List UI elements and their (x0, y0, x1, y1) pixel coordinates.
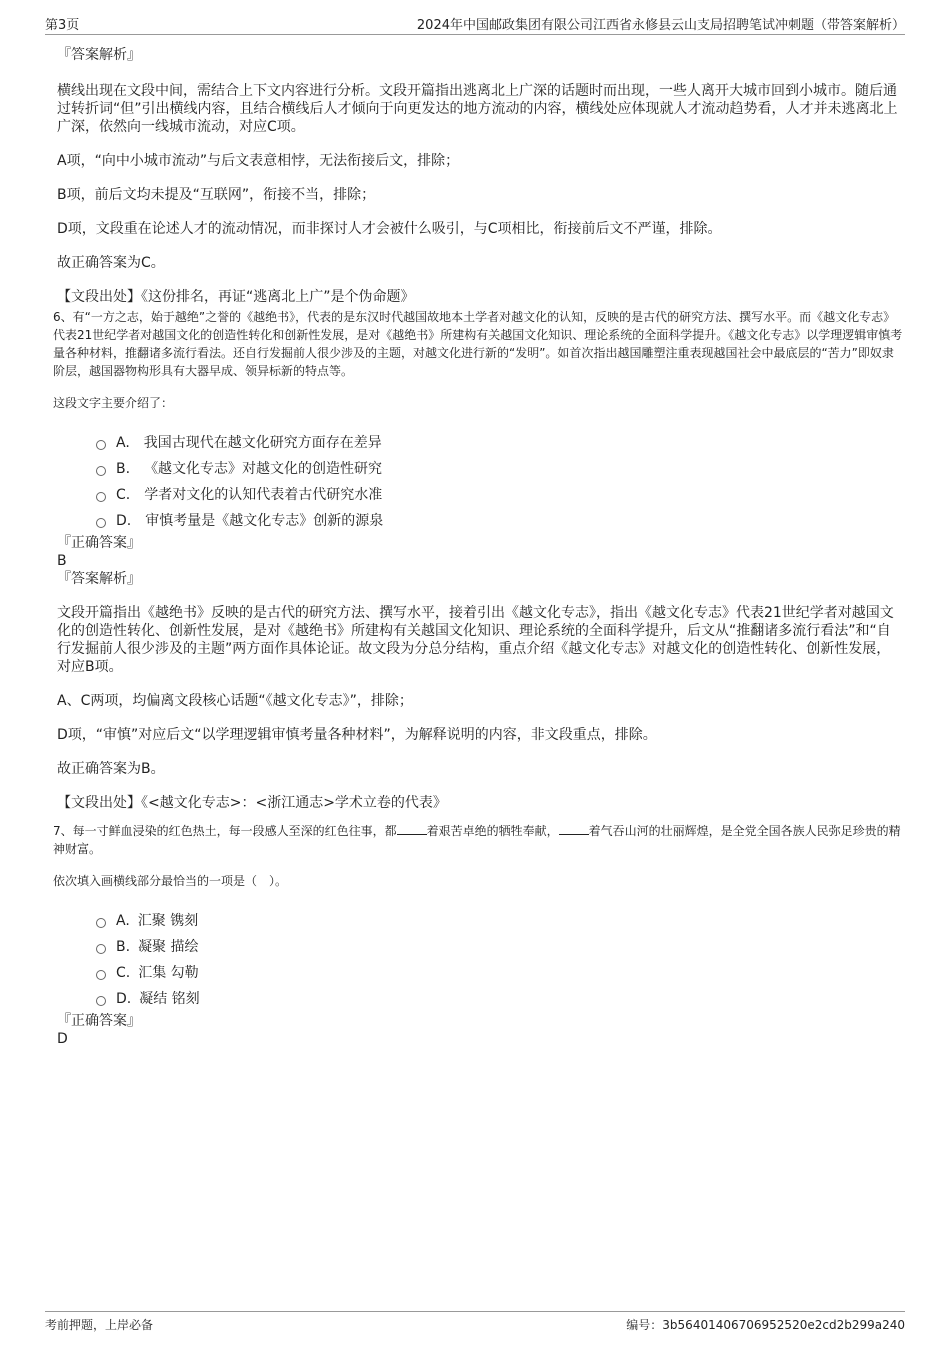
q7-answer: D (57, 1031, 68, 1047)
page-footer (45, 1311, 905, 1340)
q7-option-b[interactable]: B. 凝聚 描绘 (96, 934, 903, 960)
radio-icon[interactable] (96, 970, 106, 980)
q7-stem: 7、每一寸鲜血浸染的红色热土，每一段感人至深的红色往事，都 着艰苦卓绝的牺牲奉献， 着气吞山河的壮丽辉煌，是全党全国各族人民弥足珍贵的精神财富。 (53, 824, 901, 856)
radio-icon[interactable] (96, 918, 106, 928)
q5-analysis-p2: A项，“向中小城市流动”与后文表意相悖，无法衔接后文，排除； (57, 153, 460, 169)
footer-code: 编号：3b5640140670695252​0e2cd2b299a240 (626, 1318, 905, 1332)
q6-answer: B (57, 553, 67, 569)
fill-blank-2 (559, 834, 589, 835)
q7-option-a[interactable]: A. 汇聚 镌刻 (96, 908, 903, 934)
q5-analysis-p4: D项，文段重在论述人才的流动情况，而非探讨人才会被什么吸引，与C项相比，衔接前后文不严谨，排除。 (57, 221, 722, 237)
q5-analysis-label: 『答案解析』 (57, 47, 141, 63)
q6-source: 【文段出处】《<越文化专志>：<浙江通志>学术立卷的代表》 (57, 795, 447, 811)
page-content (53, 46, 903, 1048)
radio-icon[interactable] (96, 996, 106, 1006)
radio-icon[interactable] (96, 466, 106, 476)
page-number: 第3页 (45, 18, 80, 33)
q7-option-c[interactable]: C. 汇集 勾勒 (96, 960, 903, 986)
q6-options (53, 430, 903, 534)
q6-analysis-p2: A、C两项，均偏离文段核心话题“《越文化专志》”，排除； (57, 693, 413, 709)
q7-correct-label: 『正确答案』 (57, 1013, 141, 1029)
q6-question: 这段文字主要介绍了： (53, 396, 174, 410)
radio-icon[interactable] (96, 492, 106, 502)
q6-analysis-label: 『答案解析』 (57, 571, 141, 587)
footer-slogan: 考前押题，上岸必备 (45, 1318, 154, 1332)
q7-options (53, 908, 903, 1012)
q7-question: 依次填入画横线部分最恰当的一项是（ ）。 (53, 874, 288, 888)
q6-analysis-p3: D项，“审慎”对应后文“以学理逻辑审慎考量各种材料”，为解释说明的内容，非文段重点，排除。 (57, 727, 657, 743)
radio-icon[interactable] (96, 518, 106, 528)
q6-stem: 6、有“一方之志，始于越绝”之誉的《越绝书》，代表的是东汉时代越国故地本土学者对越文化的认知，反映的是古代的研究方法、撰写水平。而《越文化专志》代表21世纪学者对越国文化的创造性转化和创新性发展，是对《越绝书》所建构有关越国文化知识、理论系统的全面科学提升。《越文化专志》以学理逻辑审慎考量各种材料，推翻诸多流行看法。还自行发掘前人很少涉及的主题，对越文化进行新的“发明”。如首次指出越国雕塑注重表现越国社会中最底层的“苦力”即奴隶阶层，越国器物构形具有大器早成、领异标新的特点等。 (53, 310, 903, 378)
fill-blank-1 (397, 834, 427, 835)
q6-option-b[interactable]: B. 《越文化专志》对越文化的创造性研究 (96, 456, 903, 482)
q5-conclusion: 故正确答案为C。 (57, 255, 165, 271)
q6-option-d[interactable]: D. 审慎考量是《越文化专志》创新的源泉 (96, 508, 903, 534)
radio-icon[interactable] (96, 944, 106, 954)
radio-icon[interactable] (96, 440, 106, 450)
document-title: 2024年中国邮政集团有限公司江西省永修县云山支局招聘笔试冲刺题（带答案解析） (416, 18, 905, 33)
q6-option-c[interactable]: C. 学者对文化的认知代表着古代研究水准 (96, 482, 903, 508)
q6-analysis-p1: 文段开篇指出《越绝书》反映的是古代的研究方法、撰写水平，接着引出《越文化专志》，指出《越文化专志》代表21世纪学者对越国文化的创造性转化、创新性发展，是对《越绝书》所建构有关越国文化知识、理论系统的全面科学提升，后文从“推翻诸多流行看法”和“自行发掘前人很少涉及的主题”两方面作具体论证。故文段为分总分结构，重点介绍《越文化专志》对越文化的创造性转化、创新性发展，对应B项。 (57, 605, 894, 675)
page-header (45, 14, 905, 35)
q5-source: 【文段出处】《这份排名，再证“逃离北上广”是个伪命题》 (57, 289, 415, 305)
q5-analysis-p3: B项，前后文均未提及“互联网”，衔接不当，排除； (57, 187, 376, 203)
q6-conclusion: 故正确答案为B。 (57, 761, 165, 777)
q6-correct-label: 『正确答案』 (57, 535, 141, 551)
q5-analysis-p1: 横线出现在文段中间，需结合上下文内容进行分析。文段开篇指出逃离北上广深的话题时而出现，一些人离开大城市回到小城市。随后通过转折词“但”引出横线内容，且结合横线后人才倾向于向更发达的地方流动的内容，横线处应体现就人才流动趋势看，人才并未逃离北上广深，依然向一线城市流动，对应C项。 (57, 83, 898, 135)
q7-option-d[interactable]: D. 凝结 铭刻 (96, 986, 903, 1012)
q6-option-a[interactable]: A. 我国古现代在越文化研究方面存在差异 (96, 430, 903, 456)
